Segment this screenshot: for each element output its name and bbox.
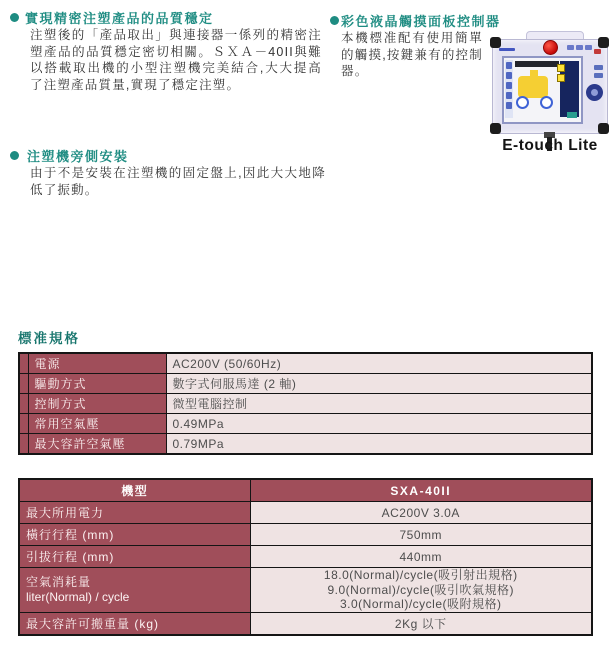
corner-bumper xyxy=(598,123,609,134)
table-row xyxy=(19,568,592,613)
row-strip xyxy=(19,434,28,455)
softkey-icon xyxy=(506,102,512,109)
table-row xyxy=(19,374,592,394)
screen-titlebar xyxy=(515,61,559,67)
row-strip xyxy=(19,353,28,374)
touch-screen xyxy=(502,56,583,124)
feature-body-side-mount: 由于不是安裝在注塑機的固定盤上,因此大大地降低了振動。 xyxy=(30,166,326,197)
table-row xyxy=(19,546,592,568)
table-row xyxy=(19,414,592,434)
softkey-icon xyxy=(506,62,512,69)
corner-bumper xyxy=(490,37,501,48)
softkey-icon xyxy=(506,92,512,99)
spec-value: AC200V (50/60Hz) xyxy=(166,353,592,374)
table-row xyxy=(19,394,592,414)
side-key-icon xyxy=(594,65,603,70)
wheel-graphic xyxy=(540,96,553,109)
table-row xyxy=(19,502,592,524)
spec-value: 0.49MPa xyxy=(166,414,592,434)
spec-label: 常用空氣壓 xyxy=(28,414,166,434)
table-header-row xyxy=(19,479,592,502)
bullet-icon xyxy=(330,16,339,25)
softkey-icon xyxy=(506,82,512,89)
spec-label: 控制方式 xyxy=(28,394,166,414)
spec-label: 驅動方式 xyxy=(28,374,166,394)
spec-label: 橫行行程 (mm) xyxy=(19,524,250,546)
bullet-icon xyxy=(10,151,19,160)
spec-value: 0.79MPa xyxy=(166,434,592,455)
feature-body-quality: 注塑後的「產品取出」與連接器一係列的精密注塑產品的品質穩定密切相關。ＳＸＡ－40II與難以搭載取出機的小型注塑機完美結合,大大提高了注塑產品質量,實現了穩定注塑。 xyxy=(30,28,322,92)
emergency-stop-button-icon xyxy=(543,40,558,55)
spec-value: 440mm xyxy=(250,546,592,568)
spec-value: 750mm xyxy=(250,524,592,546)
standard-spec-table xyxy=(18,352,593,455)
spec-label: 電源 xyxy=(28,353,166,374)
panel-key-icon xyxy=(585,45,592,50)
screen-button-icon xyxy=(567,112,577,118)
spec-value-line: 3.0(Normal)/cycle(吸附規格) xyxy=(339,597,502,612)
spec-value: AC200V 3.0A xyxy=(250,502,592,524)
spec-value-line: 18.0(Normal)/cycle(吸引射出規格) xyxy=(323,568,518,583)
spec-value: 微型電腦控制 xyxy=(166,394,592,414)
row-strip xyxy=(19,374,28,394)
spec-value: 2Kg 以下 xyxy=(250,613,592,636)
table-row xyxy=(19,434,592,455)
spec-section-title: 標准規格 xyxy=(18,331,80,346)
spec-value-line: 9.0(Normal)/cycle(吸引吹氣規格) xyxy=(327,582,514,597)
model-spec-table xyxy=(18,478,593,636)
feature-title-side-mount: 注塑機旁側安裝 xyxy=(27,149,129,164)
spec-label: 最大容許可搬重量 (kg) xyxy=(19,613,250,636)
spec-value: 數字式伺服馬達 (2 軸) xyxy=(166,374,592,394)
status-tag-icon xyxy=(557,64,565,72)
brand-logo xyxy=(499,48,515,51)
device-caption: E-touch Lite xyxy=(502,137,598,154)
corner-bumper xyxy=(490,123,501,134)
softkey-icon xyxy=(506,72,512,79)
model-name-header: SXA-40II xyxy=(250,479,592,502)
feature-title-quality: 實現精密注塑產品的品質穩定 xyxy=(25,11,214,26)
spec-value xyxy=(250,568,592,613)
spec-label: 最大容許空氣壓 xyxy=(28,434,166,455)
spec-label: 引拔行程 (mm) xyxy=(19,546,250,568)
spec-label-line: 空氣消耗量 xyxy=(26,575,92,589)
model-column-header: 機型 xyxy=(19,479,250,502)
spec-label xyxy=(19,568,250,613)
e-touch-lite-photo xyxy=(492,37,608,134)
status-tag-icon xyxy=(557,74,565,82)
panel-key-icon xyxy=(567,45,574,50)
wheel-graphic xyxy=(516,96,529,109)
row-strip xyxy=(19,414,28,434)
bullet-icon xyxy=(10,13,19,22)
table-row xyxy=(19,613,592,636)
spec-label-line: liter(Normal) / cycle xyxy=(26,590,130,604)
robot-arm-graphic xyxy=(530,70,538,80)
spec-label: 最大所用電力 xyxy=(19,502,250,524)
panel-key-icon xyxy=(594,49,601,54)
table-row xyxy=(19,524,592,546)
corner-bumper xyxy=(598,37,609,48)
feature-title-touch-panel: 彩色液晶觸摸面板控制器 xyxy=(341,14,501,29)
table-row xyxy=(19,353,592,374)
side-key-icon xyxy=(594,73,603,78)
panel-key-icon xyxy=(576,45,583,50)
row-strip xyxy=(19,394,28,414)
feature-body-touch-panel: 本機標准配有使用簡單的觸摸,按鍵兼有的控制器。 xyxy=(341,31,483,78)
dpad-center-icon xyxy=(591,89,598,96)
